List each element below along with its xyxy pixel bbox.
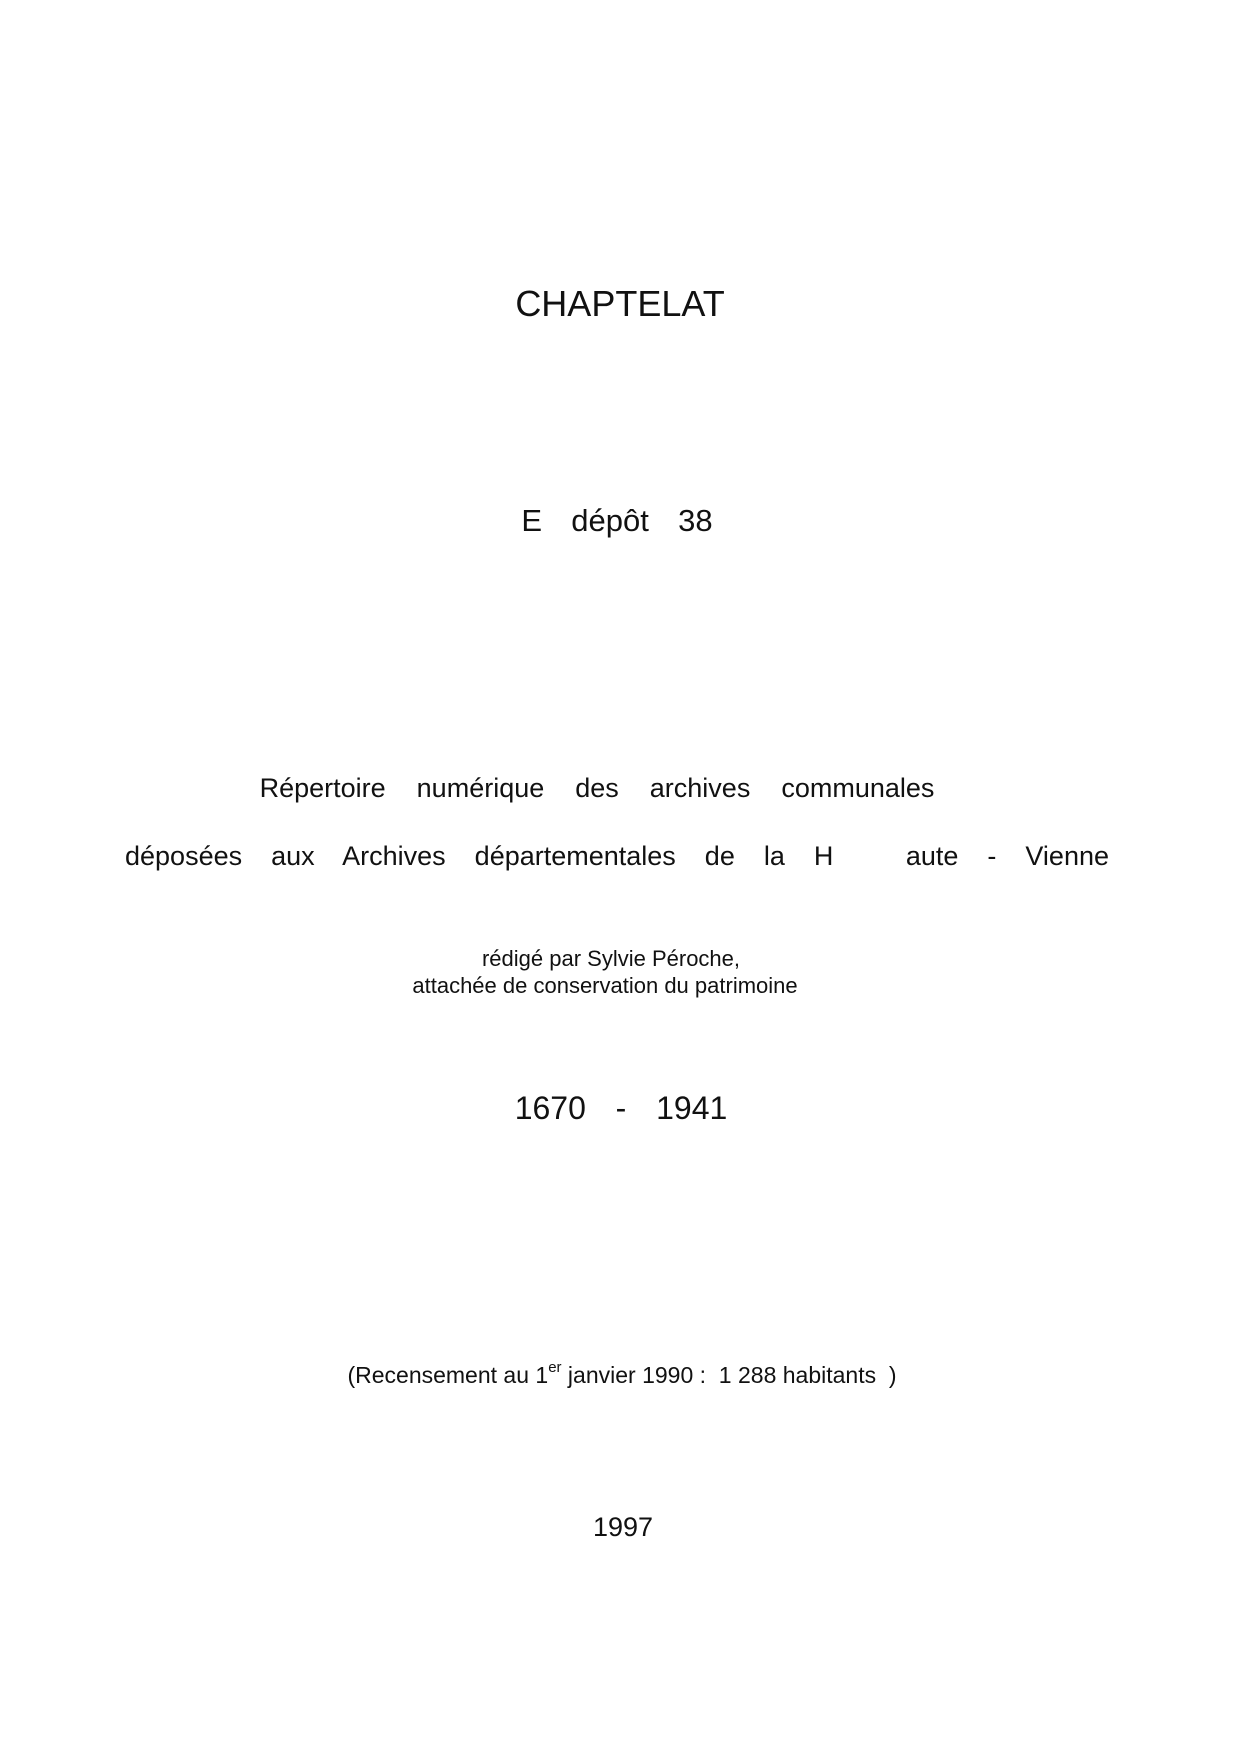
census-superscript: er	[548, 1359, 562, 1377]
census-suffix: janvier 1990 : 1 288 habitants )	[561, 1362, 897, 1388]
date-range: 1670 - 1941	[514, 1090, 728, 1126]
census-note	[347, 1359, 897, 1388]
census-prefix: (Recensement au 1	[347, 1362, 549, 1388]
depot-reference: E dépôt 38	[521, 503, 713, 538]
author-line-1: rédigé par Sylvie Péroche,	[481, 946, 741, 971]
document-title: CHAPTELAT	[515, 283, 725, 324]
publication-year: 1997	[592, 1512, 654, 1542]
author-line-2: attachée de conservation du patrimoine	[412, 973, 798, 998]
repertoire-description-line-2: déposées aux Archives départementales de la H aute - Vienne	[125, 841, 1109, 871]
repertoire-description-line-1: Répertoire numérique des archives communales	[259, 773, 935, 803]
